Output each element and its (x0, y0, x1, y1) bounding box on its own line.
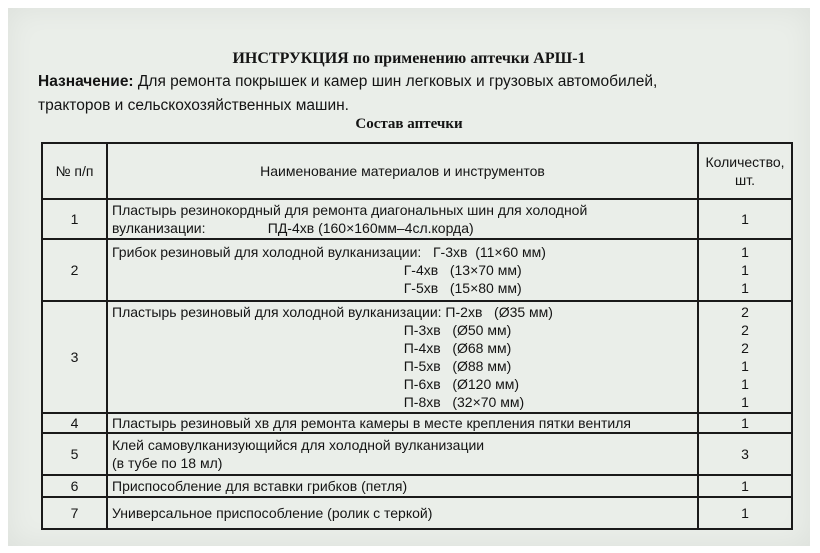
item-name-line: Пластырь резиновый для холодной вулканизации: П-2хв (Ø35 мм) (112, 304, 553, 320)
quantity-value: 1 (741, 505, 749, 521)
table-caption: Состав аптечки (355, 116, 463, 132)
row-item-name (107, 199, 698, 239)
row-number: 3 (42, 301, 107, 413)
item-name-line: Пластырь резинокордный для ремонта диагональных шин для холодной (112, 202, 588, 218)
item-name-line: Пластырь резиновый хв для ремонта камеры в месте крепления пятки вентиля (112, 415, 631, 431)
row-quantity (698, 497, 792, 529)
row-item-name (107, 413, 698, 433)
row-item-name (107, 239, 698, 301)
table-header-row (42, 143, 792, 199)
row-number: 7 (42, 497, 107, 529)
item-name-line: Г-5хв (15×80 мм) (112, 280, 522, 296)
instruction-sheet (8, 8, 810, 546)
row-number: 6 (42, 475, 107, 497)
item-name-line: Г-4хв (13×70 мм) (112, 262, 522, 278)
quantity-value: 1 (741, 376, 749, 392)
item-name-line: Приспособление для вставки грибков (петля) (112, 478, 408, 494)
quantity-value: 2 (741, 322, 749, 338)
purpose-text-2: тракторов и сельскохозяйственных машин. (38, 97, 349, 114)
row-quantity (698, 301, 792, 413)
contents-table (41, 142, 793, 530)
item-name-line: вулканизации: ПД-4хв (160×160мм–4сл.корда) (112, 220, 474, 236)
table-row (42, 497, 792, 529)
item-name-line: П-4хв (Ø68 мм) (112, 340, 512, 356)
row-number: 5 (42, 433, 107, 475)
row-number: 2 (42, 239, 107, 301)
table-row (42, 475, 792, 497)
item-name-line: П-5хв (Ø88 мм) (112, 358, 512, 374)
row-quantity (698, 475, 792, 497)
item-name-line: (в тубе по 18 мл) (112, 455, 223, 471)
row-item-name (107, 301, 698, 413)
quantity-value: 1 (741, 211, 749, 227)
item-name-line: П-3хв (Ø50 мм) (112, 322, 512, 338)
quantity-value: 1 (741, 478, 749, 494)
header-name: Наименование материалов и инструментов (107, 143, 698, 199)
item-name-line: Универсальное приспособление (ролик с теркой) (112, 505, 433, 521)
row-item-name (107, 433, 698, 475)
row-quantity (698, 433, 792, 475)
table-row (42, 433, 792, 475)
item-name-line: Грибок резиновый для холодной вулканизации: Г-3хв (11×60 мм) (112, 244, 546, 260)
table-body (42, 199, 792, 529)
row-item-name (107, 475, 698, 497)
header-num: № п/п (42, 143, 107, 199)
table-row (42, 413, 792, 433)
item-name-line: П-6хв (Ø120 мм) (112, 376, 520, 392)
purpose-label: Назначение: (38, 73, 134, 90)
quantity-value: 1 (741, 415, 749, 431)
quantity-value: 1 (741, 280, 749, 296)
row-number: 4 (42, 413, 107, 433)
quantity-value: 1 (741, 394, 749, 410)
table-row (42, 199, 792, 239)
quantity-value: 2 (741, 304, 749, 320)
quantity-value: 1 (741, 358, 749, 374)
document-title: ИНСТРУКЦИЯ по применению аптечки АРШ-1 (232, 50, 586, 67)
item-name-line: Клей самовулканизующийся для холодной вулканизации (112, 437, 485, 453)
table-row (42, 239, 792, 301)
row-number: 1 (42, 199, 107, 239)
item-name-line: П-8хв (32×70 мм) (112, 394, 525, 410)
table-row (42, 301, 792, 413)
purpose-paragraph (38, 70, 798, 118)
row-quantity (698, 239, 792, 301)
purpose-text: Для ремонта покрышек и камер шин легковых и грузовых автомобилей, (133, 73, 658, 90)
quantity-value: 1 (741, 262, 749, 278)
header-qty: Количество, шт. (698, 143, 792, 199)
quantity-value: 2 (741, 340, 749, 356)
quantity-value: 1 (741, 244, 749, 260)
row-item-name (107, 497, 698, 529)
row-quantity (698, 413, 792, 433)
row-quantity (698, 199, 792, 239)
quantity-value: 3 (741, 446, 749, 462)
